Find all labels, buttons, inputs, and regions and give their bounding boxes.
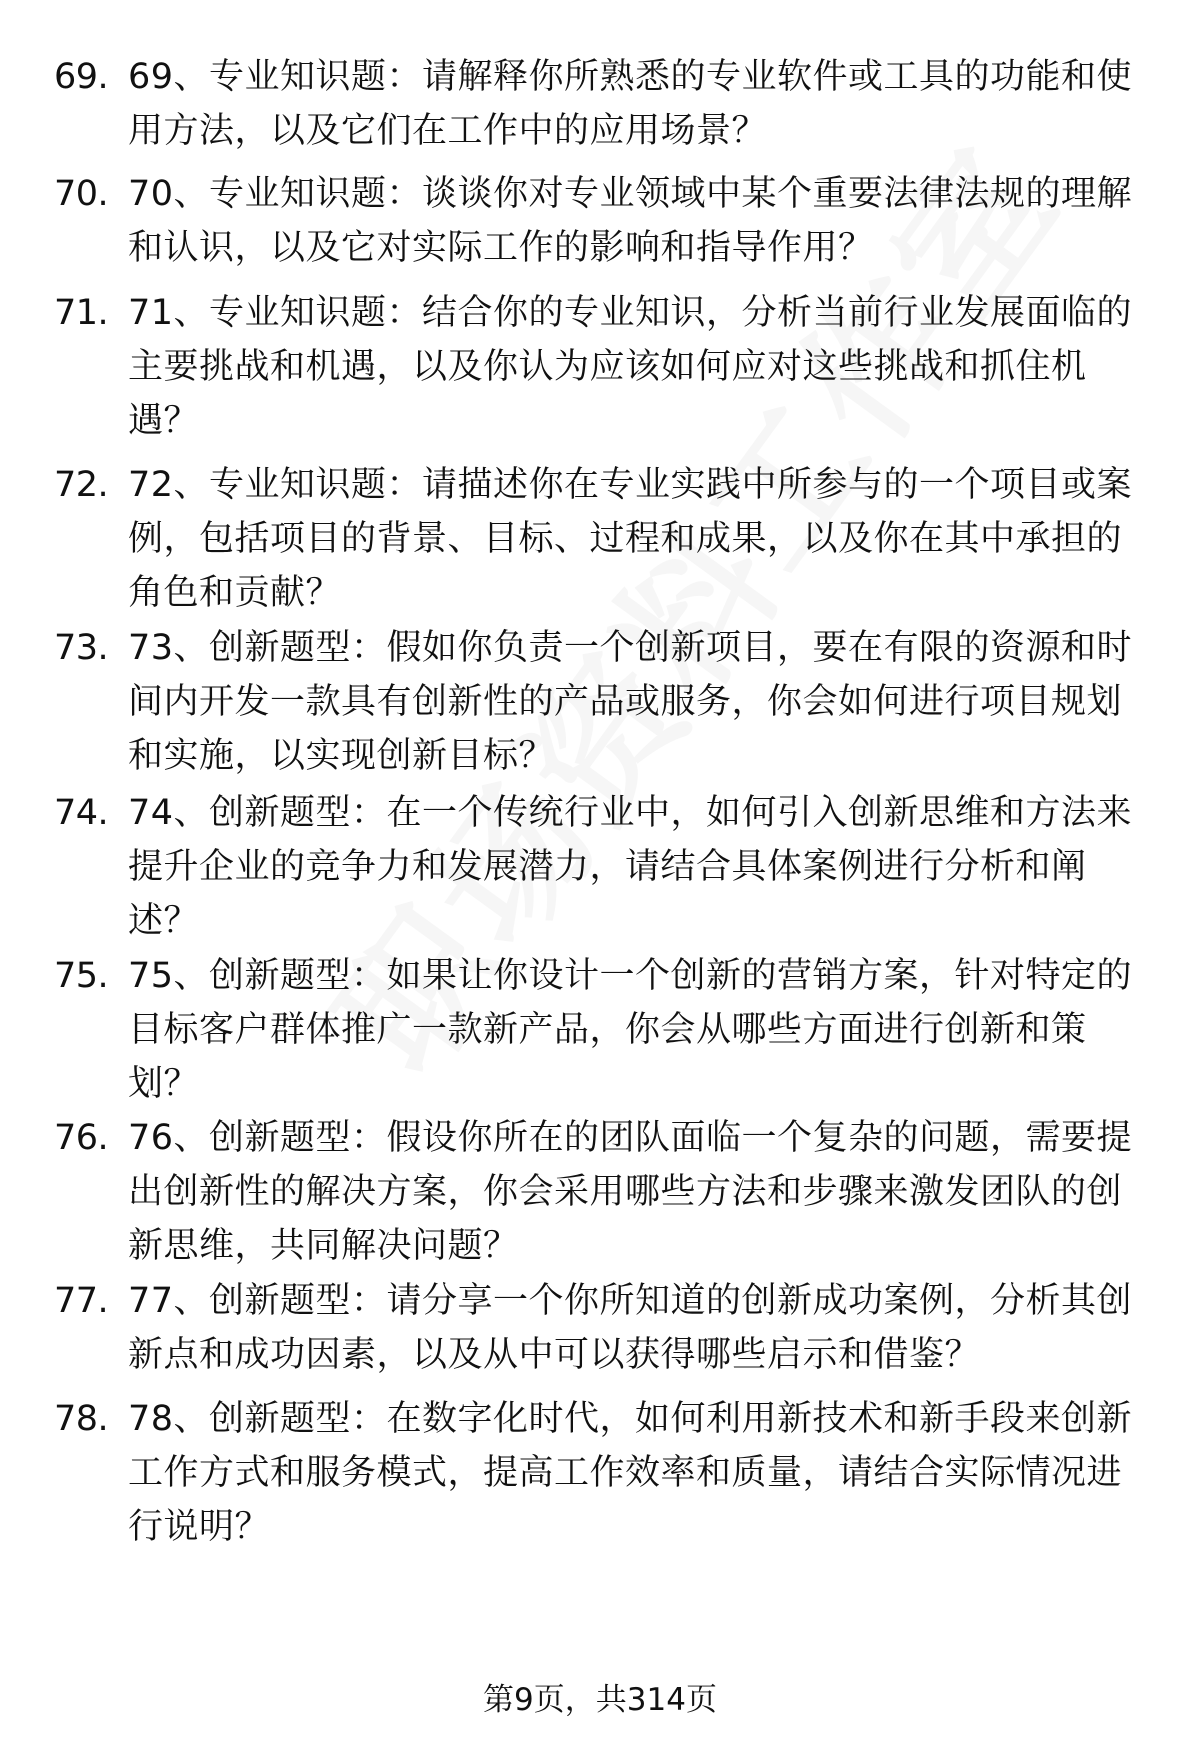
question-text: 70、专业知识题：谈谈你对专业领域中某个重要法律法规的理解和认识，以及它对实际工作的影响和指导作用？ [128,174,1133,268]
question-number: 77. [54,1281,109,1321]
question-number: 70. [54,174,109,214]
question-text: 75、创新题型：如果让你设计一个创新的营销方案，针对特定的目标客户群体推广一款新产品，你会从哪些方面进行创新和策划？ [128,956,1133,1104]
page-footer: 第9页，共314页 [483,1682,717,1718]
question-text: 78、创新题型：在数字化时代，如何利用新技术和新手段来创新工作方式和服务模式，提高工作效率和质量，请结合实际情况进行说明？ [128,1399,1133,1547]
question-text: 77、创新题型：请分享一个你所知道的创新成功案例，分析其创新点和成功因素，以及从中可以获得哪些启示和借鉴？ [128,1281,1133,1375]
question-text: 72、专业知识题：请描述你在专业实践中所参与的一个项目或案例，包括项目的背景、目标、过程和成果，以及你在其中承担的角色和贡献？ [128,465,1133,613]
question-text: 76、创新题型：假设你所在的团队面临一个复杂的问题，需要提出创新性的解决方案，你会采用哪些方法和步骤来激发团队的创新思维，共同解决问题？ [128,1118,1133,1266]
question-number: 69. [54,57,109,97]
question-number: 74. [54,793,109,833]
question-number: 72. [54,465,109,505]
question-number: 73. [54,628,109,668]
question-number: 75. [54,956,109,996]
question-number: 71. [54,293,109,333]
question-number: 78. [54,1399,109,1439]
question-number: 76. [54,1118,109,1158]
question-text: 74、创新题型：在一个传统行业中，如何引入创新思维和方法来提升企业的竞争力和发展潜力，请结合具体案例进行分析和阐述？ [128,793,1133,941]
question-text: 69、专业知识题：请解释你所熟悉的专业软件或工具的功能和使用方法，以及它们在工作中的应用场景？ [128,57,1133,151]
question-text: 71、专业知识题：结合你的专业知识，分析当前行业发展面临的主要挑战和机遇，以及你认为应该如何应对这些挑战和抓住机遇？ [128,293,1133,441]
question-text: 73、创新题型：假如你负责一个创新项目，要在有限的资源和时间内开发一款具有创新性的产品或服务，你会如何进行项目规划和实施，以实现创新目标？ [128,628,1133,776]
